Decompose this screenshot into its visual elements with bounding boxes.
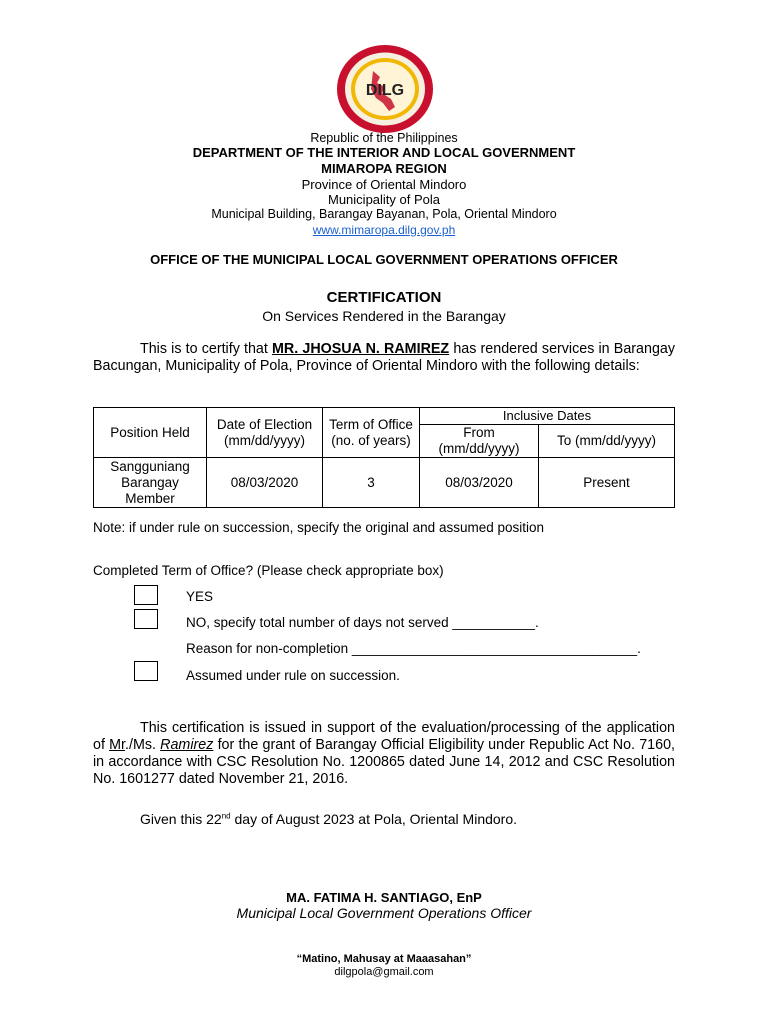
support-paragraph: This certification is issued in support of the evaluation/processing of the application of Mr./Ms. Ramirez for the grant of Barangay Official Eligibility under Republic Act No. 7160, in accordance with CSC Resolution No. 1200865 dated June 14, 2012 and CSC Resolution No. 1601277 dated November 21, 2016.	[93, 720, 675, 787]
dilg-seal-logo	[335, 43, 435, 135]
certification-title: CERTIFICATION	[326, 289, 442, 306]
checkbox-yes[interactable]	[134, 585, 158, 605]
checkbox-assumed[interactable]	[134, 661, 158, 681]
office-title: OFFICE OF THE MUNICIPAL LOCAL GOVERNMENT OPERATIONS OFFICER	[150, 252, 618, 267]
applicant-surname: Ramirez	[160, 737, 214, 753]
header-from: From (mm/dd/yyyy)	[420, 425, 539, 458]
signatory-title: Municipal Local Government Operations Officer	[236, 905, 532, 921]
department-line: DEPARTMENT OF THE INTERIOR AND LOCAL GOVERNMENT	[192, 145, 576, 160]
header-inclusive-dates: Inclusive Dates	[420, 408, 675, 425]
header-term-of-office: Term of Office (no. of years)	[323, 408, 420, 458]
header-to: To (mm/dd/yyyy)	[539, 425, 675, 458]
province-line: Province of Oriental Mindoro	[301, 177, 467, 192]
footer-motto: “Matino, Mahusay at Maaasahan”	[296, 953, 472, 965]
footer-email: dilgpola@gmail.com	[334, 966, 434, 978]
succession-note: Note: if under rule on succession, specify the original and assumed position	[93, 520, 545, 535]
cell-position: Sangguniang Barangay Member	[94, 458, 207, 508]
completed-term-question: Completed Term of Office? (Please check appropriate box)	[93, 563, 444, 578]
certification-subtitle: On Services Rendered in the Barangay	[262, 308, 506, 324]
cell-to: Present	[539, 458, 675, 508]
municipality-line: Municipality of Pola	[328, 192, 440, 207]
option-no-label: NO, specify total number of days not served ___________.	[186, 615, 539, 630]
checkbox-no[interactable]	[134, 609, 158, 629]
svg-text:DILG: DILG	[365, 82, 405, 99]
address-line: Municipal Building, Barangay Bayanan, Pola, Oriental Mindoro	[211, 207, 557, 221]
republic-line: Republic of the Philippines	[310, 131, 458, 145]
intro-paragraph: This is to certify that MR. JHOSUA N. RAMIREZ has rendered services in Barangay Bacungan, Municipality of Pola, Province of Oriental Mindoro with the following details:	[93, 341, 675, 374]
header-date-of-election: Date of Election (mm/dd/yyyy)	[207, 408, 323, 458]
option-assumed-label: Assumed under rule on succession.	[186, 668, 400, 683]
cell-term: 3	[323, 458, 420, 508]
header-position: Position Held	[94, 408, 207, 458]
region-line: MIMAROPA REGION	[321, 161, 447, 176]
reason-for-non-completion: Reason for non-completion ______________________________________.	[186, 641, 641, 656]
website-link[interactable]: www.mimaropa.dilg.gov.ph	[312, 223, 456, 237]
option-yes-label: YES	[186, 589, 214, 604]
cell-from: 08/03/2020	[420, 458, 539, 508]
cell-date-of-election: 08/03/2020	[207, 458, 323, 508]
signatory-name: MA. FATIMA H. SANTIAGO, EnP	[286, 890, 482, 905]
service-details-table	[93, 407, 675, 508]
table-row	[94, 458, 675, 508]
given-line: Given this 22nd day of August 2023 at Pola, Oriental Mindoro.	[140, 811, 518, 827]
certified-person-name: MR. JHOSUA N. RAMIREZ	[272, 341, 450, 357]
